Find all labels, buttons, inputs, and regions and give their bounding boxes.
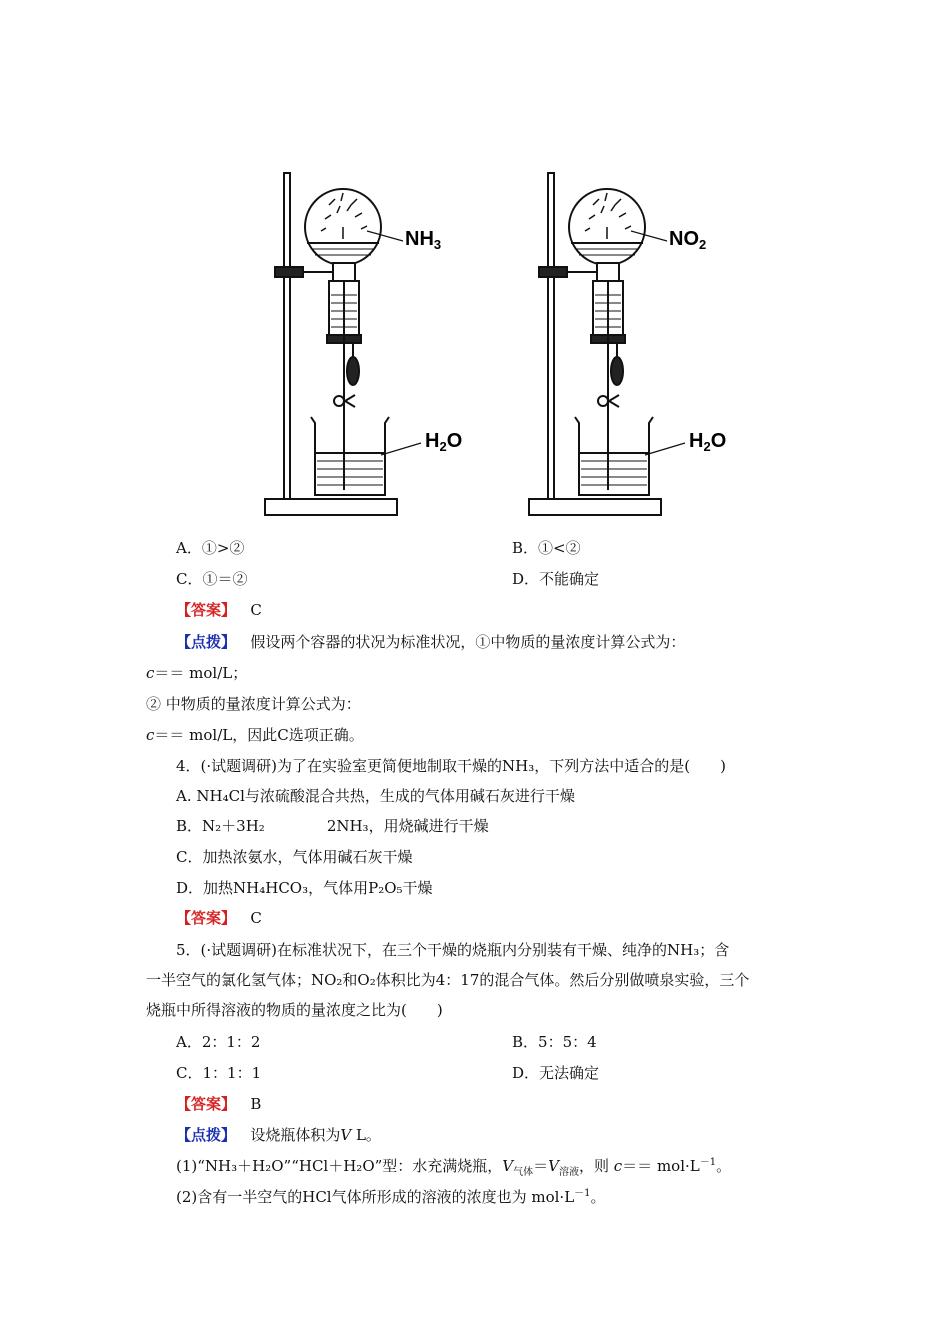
q5-hint: 【点拨】 设烧瓶体积为V L。 — [176, 1126, 381, 1144]
q5-answer: 【答案】 B — [176, 1095, 262, 1113]
q5-hint-item-1: (1)“NH₃＋H₂O”“HCl＋H₂O”型：水充满烧瓶，$V_{气体}=V_{溶液}$，则 $c== mol\cdot L^{-1}$。 — [176, 1157, 732, 1178]
q3-option-a: A．①>② — [176, 539, 245, 557]
right-gas-label: $NO_2$ — [669, 228, 707, 252]
left-stand-base — [265, 499, 397, 515]
q3-hint-2: ② 中物质的量浓度计算公式为： — [146, 695, 361, 713]
q4-option-b: B．N₂＋3H₂ 2NH₃，用烧碱进行干燥 — [176, 817, 489, 835]
q3-formula-1: c＝＝ mol/L； — [146, 664, 248, 682]
q3-hint — [176, 632, 685, 652]
left-gas-label: $NH_3$ — [405, 228, 442, 252]
answer-tag: 【答案】 — [176, 601, 237, 619]
right-beaker — [575, 417, 653, 495]
right-dropper-bulb — [611, 357, 623, 385]
q3-answer — [176, 600, 262, 620]
q4-stem: 4．(·试题调研)为了在实验室更简便地制取干燥的NH₃，下列方法中适合的是( ) — [176, 757, 726, 775]
q5-option-b: B．5：5：4 — [512, 1033, 597, 1051]
q3-option-c: C．①＝② — [176, 570, 248, 588]
q3-option-d: D．不能确定 — [512, 570, 600, 588]
left-beaker — [311, 417, 389, 495]
left-stand-rod — [284, 173, 290, 499]
q5-option-d: D．无法确定 — [512, 1064, 600, 1082]
q3-formula-2: c＝＝ mol/L，因此C选项正确。 — [146, 726, 364, 744]
q5-option-c: C．1：1：1 — [176, 1064, 262, 1082]
left-dropper-bulb — [347, 357, 359, 385]
right-clamp — [539, 267, 567, 277]
q4-option-d: D．加热NH₄HCO₃，气体用P₂O₅干燥 — [176, 879, 433, 897]
q3-hint-text: 假设两个容器的状况为标准状况，①中物质的量浓度计算公式为： — [250, 633, 686, 651]
right-stand-rod — [548, 173, 554, 499]
q3-answer-value: C — [250, 601, 262, 619]
right-stand-base — [529, 499, 661, 515]
q5-stem-line-3: 烧瓶中所得溶液的物质的量浓度之比为( ) — [146, 1001, 443, 1019]
q4-answer: 【答案】 C — [176, 909, 262, 927]
q5-hint-item-2: (2)含有一半空气的HCl气体所形成的溶液的浓度也为 $mol\cdot L^{-1}$。 — [176, 1188, 606, 1206]
left-water-label: $H_2O$ — [425, 430, 463, 454]
q4-option-a: A. NH₄Cl与浓硫酸混合共热，生成的气体用碱石灰进行干燥 — [176, 787, 575, 805]
left-clamp — [275, 267, 303, 277]
q5-option-a: A．2：1：2 — [176, 1033, 261, 1051]
q5-stem-line-2: 一半空气的氯化氢气体；NO₂和O₂体积比为4：17的混合气体。然后分别做喷泉实验，三个 — [146, 971, 750, 989]
right-water-label: $H_2O$ — [689, 430, 727, 454]
q5-stem-line-1: 5．(·试题调研)在标准状况下，在三个干燥的烧瓶内分别装有干燥、纯净的NH₃；含 — [176, 941, 730, 959]
hint-tag: 【点拨】 — [176, 633, 237, 651]
q3-option-b: B．①<② — [512, 539, 581, 557]
apparatus-drawing — [255, 165, 735, 525]
fountain-experiment-figure — [255, 165, 735, 525]
q4-option-c: C．加热浓氨水，气体用碱石灰干燥 — [176, 848, 413, 866]
